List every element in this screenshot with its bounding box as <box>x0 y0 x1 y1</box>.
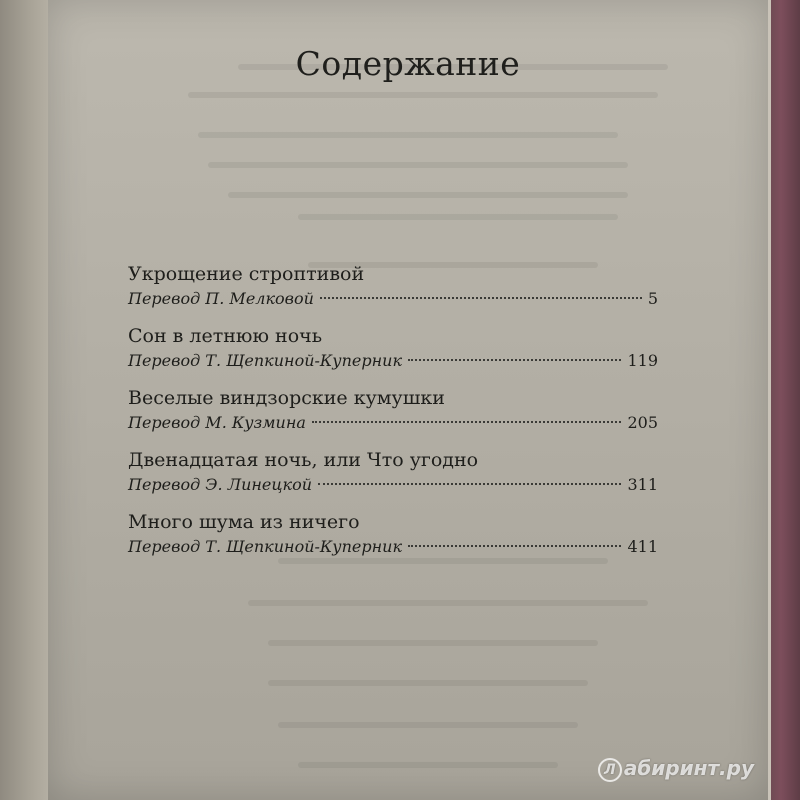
toc-entry-page-number: 205 <box>627 413 658 432</box>
toc-entry-title: Двенадцатая ночь, или Что угодно <box>128 449 479 471</box>
dot-leader <box>312 421 622 423</box>
toc-entry-translator: Перевод Т. Щепкиной-Куперник <box>128 537 402 556</box>
toc-entry-line <box>128 536 658 558</box>
toc-entry-translator: Перевод П. Мелковой <box>128 289 314 308</box>
left-page-edge <box>0 0 49 800</box>
dot-leader <box>408 359 621 361</box>
toc-entry-line <box>128 474 658 496</box>
page-title: Содержание <box>295 44 521 83</box>
toc-entry-line <box>128 412 658 434</box>
toc-entry-line <box>128 288 658 310</box>
toc-entry-translator: Перевод Э. Линецкой <box>128 475 313 494</box>
toc-entry-translator: Перевод Т. Щепкиной-Куперник <box>128 351 402 370</box>
dot-leader <box>320 297 642 299</box>
toc-entry-title: Сон в летнюю ночь <box>128 325 323 347</box>
toc-entry-page-number: 119 <box>627 351 658 370</box>
site-watermark <box>598 756 754 782</box>
toc-entry-title: Много шума из ничего <box>128 511 360 533</box>
toc-entry-page-number: 411 <box>627 537 658 556</box>
toc-entry <box>128 510 658 572</box>
toc-entry-line <box>128 350 658 372</box>
table-of-contents <box>128 262 658 572</box>
toc-entry <box>128 448 658 510</box>
toc-entry-page-number: 5 <box>647 289 658 308</box>
toc-entry-title: Веселые виндзорские кумушки <box>128 387 445 409</box>
dot-leader <box>408 545 621 547</box>
toc-entry-title: Укрощение строптивой <box>128 263 365 285</box>
toc-entry <box>128 262 658 324</box>
dot-leader <box>318 483 621 485</box>
labirint-logo-icon: Л <box>598 758 622 782</box>
toc-entry-page-number: 311 <box>627 475 658 494</box>
watermark-text: абиринт.ру <box>623 756 754 780</box>
toc-entry-translator: Перевод М. Кузмина <box>128 413 306 432</box>
book-cover-edge <box>768 0 800 800</box>
toc-entry <box>128 386 658 448</box>
toc-entry <box>128 324 658 386</box>
